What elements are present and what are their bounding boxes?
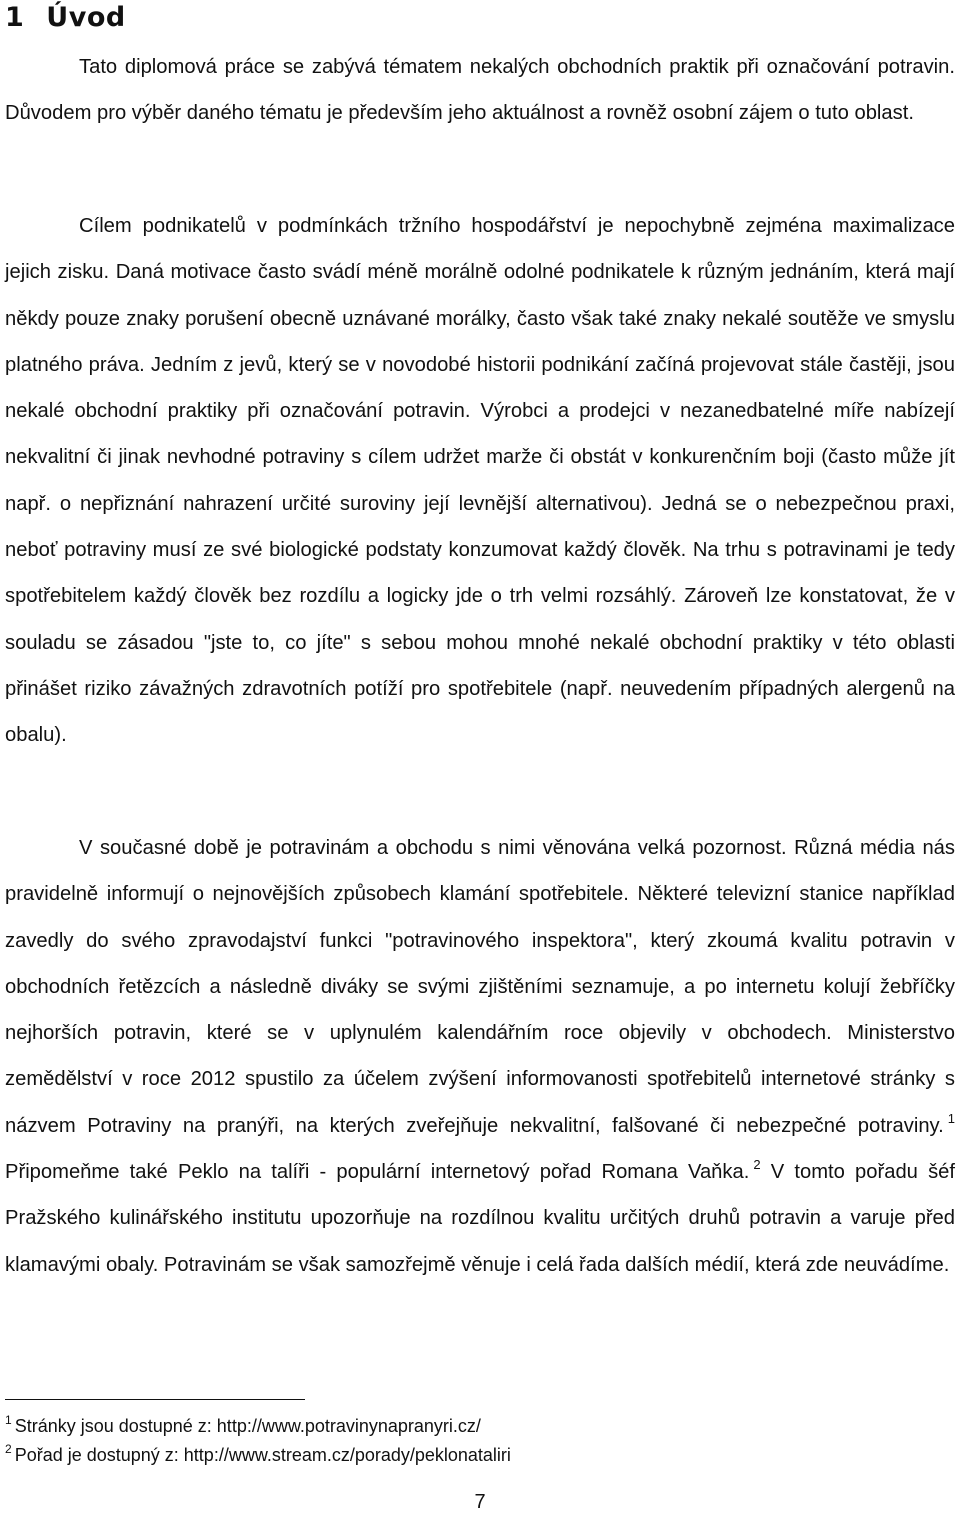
footnote-1-mark: 1: [5, 1413, 12, 1427]
paragraph-motivation: Cílem podnikatelů v podmínkách tržního hospodářství je nepochybně zejména maximalizace jejich zisku. Daná motivace často svádí méně morálně odolné podnikatele k různým jednáním, která mají někdy pouze znaky porušení obecně uznávané morálky, často však také znaky nekalé soutěže ve smyslu platného práva. Jedním z jevů, který se v novodobé historii podnikání začíná projevovat stále častěji, jsou nekalé obchodní praktiky při označování potravin. Výrobci a prodejci v nezanedbatelné míře nabízejí nekvalitní či jinak nevhodné potraviny s cílem udržet marže či obstát v konkurenčním boji (často může jít např. o nepřiznání nahrazení určité suroviny její levnější alternativou). Jedná se o nebezpečnou praxi, neboť potraviny musí ze své biologické podstaty konzumovat každý člověk. Na trhu s potravinami je tedy spotřebitelem každý člověk bez rozdílu a logicky jde o trh velmi rozsáhlý. Zároveň lze konstatovat, že v souladu se zásadou "jste to, co jíte" s sebou mohou mnohé nekalé obchodní praktiky v této oblasti přinášet riziko závažných zdravotních potíží pro spotřebitele (např. neuvedením případných alergenů na obalu).: [5, 215, 955, 747]
footnote-2-text: Pořad je dostupný z: http://www.stream.cz/porady/peklonataliri: [14, 1445, 511, 1465]
paragraph-media-part3: V tomto pořadu šéf Pražského kulinářského institutu upozorňuje na rozdílnou kvalitu určitých druhů potravin a varuje před klamavými obaly. Potravinám se však samozřejmě věnuje i celá řada dalších médií, která zde neuvádíme.: [5, 1161, 956, 1276]
chapter-title: Úvod: [46, 2, 126, 33]
footnote-2: [5, 1443, 511, 1467]
paragraph-media-part1: V současné době je potravinám a obchodu s nimi věnována velká pozornost. Různá média nás pravidelně informují o nejnovějších způsobech klamání spotřebitele. Některé televizní stanice například zavedly do svého zpravodajství funkci "potravinového inspektora", který zkoumá kvalitu potravin v obchodních řetězcích a následně diváky se svými zjištěními seznamuje, a po internetu kolují žebříčky nejhorších potravin, které se v uplynulém kalendářním roce objevily v obchodech. Ministerstvo zemědělství v roce 2012 spustilo za účelem zvýšení informovanosti spotřebitelů internetové stránky s názvem Potraviny na pranýři, na kterých zveřejňuje nekvalitní, falšované či nebezpečné potraviny.: [5, 837, 955, 1137]
page-number: 7: [474, 1491, 486, 1513]
footnote-1: [5, 1414, 481, 1438]
footnote-1-text: Stránky jsou dostupné z: http://www.potravinynapranyri.cz/: [14, 1416, 481, 1436]
chapter-heading: [5, 0, 126, 36]
chapter-number: 1: [5, 2, 25, 33]
paragraph-media-part2: Připomeňme také Peklo na talíři - populární internetový pořad Romana Vaňka.: [5, 1161, 750, 1184]
paragraph-media: [5, 825, 955, 1288]
footnote-separator: [5, 1399, 305, 1400]
paragraph-intro: Tato diplomová práce se zabývá tématem nekalých obchodních praktik při označování potravin. Důvodem pro výběr daného tématu je především jeho aktuálnost a rovněž osobní zájem o tuto oblast.: [5, 56, 955, 125]
footnote-reference-1: 1: [947, 1110, 955, 1126]
footnote-reference-2: 2: [753, 1157, 761, 1173]
footnote-2-mark: 2: [5, 1442, 12, 1456]
